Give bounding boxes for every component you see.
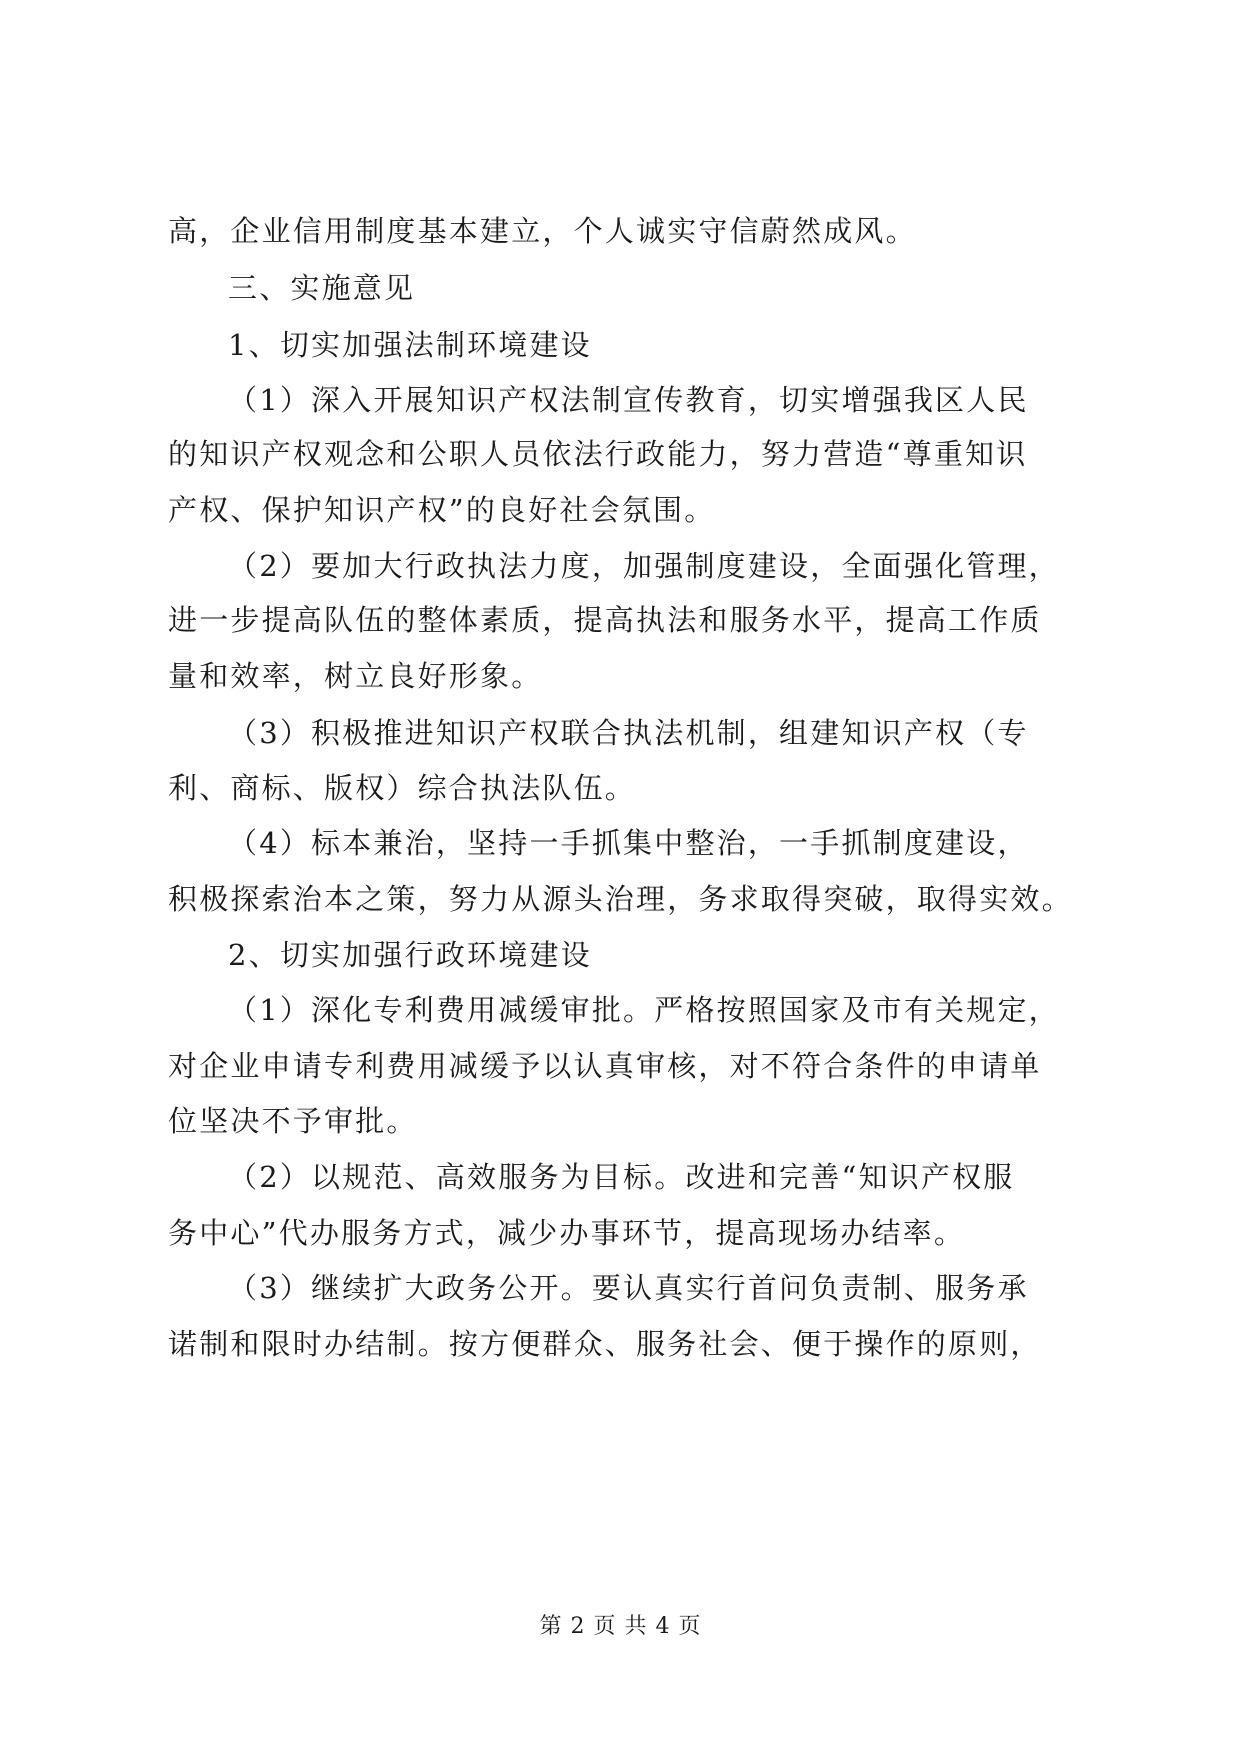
paragraph-line: 诺制和限时办结制。按方便群众、服务社会、便于操作的原则， [168, 1327, 1042, 1361]
section-heading: 三、实施意见 [228, 271, 416, 305]
subsection-heading: 2、切实加强行政环境建设 [228, 938, 592, 972]
paragraph-line: （2）以规范、高效服务为目标。改进和完善“知识产权服 [228, 1160, 1015, 1194]
paragraph-line: 高，企业信用制度基本建立，个人诚实守信蔚然成风。 [168, 214, 917, 248]
paragraph-line: 位坚决不予审批。 [168, 1104, 418, 1138]
subsection-heading: 1、切实加强法制环境建设 [228, 328, 592, 362]
paragraph-line: （1）深化专利费用减缓审批。严格按照国家及市有关规定， [228, 993, 1060, 1027]
page-number-footer: 第 2 页 共 4 页 [539, 1614, 702, 1639]
paragraph-line: （4）标本兼治，坚持一手抓集中整治，一手抓制度建设， [228, 826, 1029, 860]
paragraph-line: 利、商标、版权）综合执法队伍。 [168, 771, 637, 805]
paragraph-line: （2）要加大行政执法力度，加强制度建设，全面强化管理， [228, 549, 1060, 583]
paragraph-line: 的知识产权观念和公职人员依法行政能力，努力营造“尊重知识 [168, 437, 1028, 471]
paragraph-line: 务中心”代办服务方式，减少办事环节，提高现场办结率。 [168, 1216, 966, 1250]
paragraph-line: （1）深入开展知识产权法制宣传教育，切实增强我区人民 [228, 383, 1029, 417]
paragraph-line: 量和效率，树立良好形象。 [168, 659, 543, 693]
paragraph-line: 对企业申请专利费用减缓予以认真审核，对不符合条件的申请单 [168, 1049, 1042, 1083]
paragraph-line: （3）继续扩大政务公开。要认真实行首问负责制、服务承 [228, 1271, 1029, 1305]
paragraph-line: 进一步提高队伍的整体素质，提高执法和服务水平，提高工作质 [168, 603, 1042, 637]
paragraph-line: （3）积极推进知识产权联合执法机制，组建知识产权（专 [228, 716, 1029, 750]
paragraph-line: 产权、保护知识产权”的良好社会氛围。 [168, 493, 716, 527]
paragraph-line: 积极探索治本之策，努力从源头治理，务求取得突破，取得实效。 [168, 882, 1073, 916]
